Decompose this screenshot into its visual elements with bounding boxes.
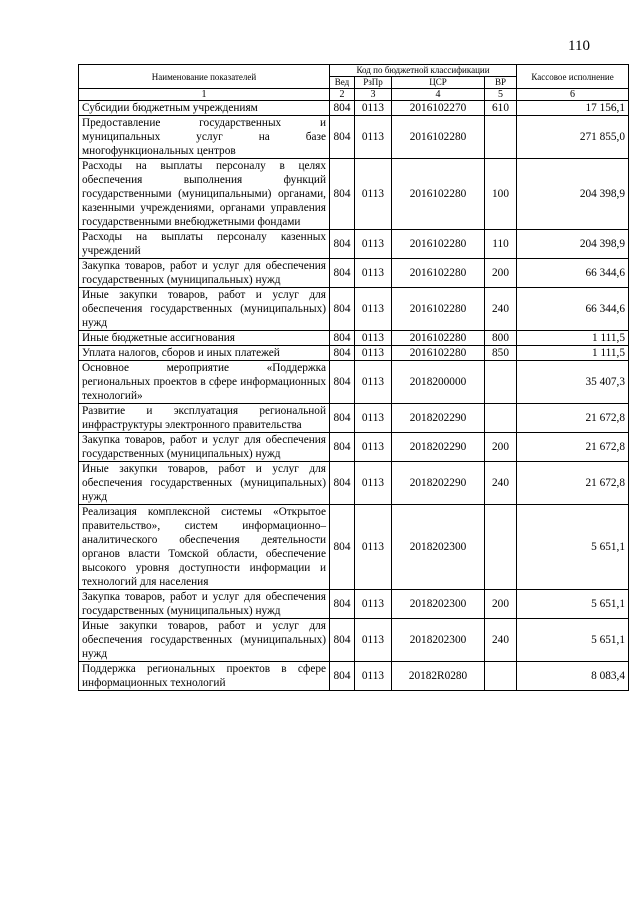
row-ved: 804 [330,433,355,462]
col-number: 2 [330,89,355,101]
row-csr: 2016102280 [392,259,485,288]
row-vr [485,505,517,590]
col-number: 1 [79,89,330,101]
table-row [79,619,629,662]
col-number: 3 [355,89,392,101]
header-rzpr: РзПр [355,77,392,89]
row-rzpr: 0113 [355,159,392,230]
row-amount: 21 672,8 [517,462,629,505]
row-name: Иные бюджетные ассигнования [79,331,330,346]
row-name: Закупка товаров, работ и услуг для обеспечения государственных (муниципальных) нужд [79,259,330,288]
row-amount: 271 855,0 [517,116,629,159]
row-csr: 2016102280 [392,288,485,331]
row-ved: 804 [330,619,355,662]
row-csr: 2018202300 [392,505,485,590]
row-csr: 2016102280 [392,116,485,159]
table-row [79,662,629,691]
row-ved: 804 [330,404,355,433]
row-amount: 21 672,8 [517,404,629,433]
row-ved: 804 [330,346,355,361]
header-csr: ЦСР [392,77,485,89]
row-rzpr: 0113 [355,346,392,361]
header-ved: Вед [330,77,355,89]
row-csr: 2016102280 [392,331,485,346]
table-row [79,462,629,505]
row-rzpr: 0113 [355,101,392,116]
row-rzpr: 0113 [355,230,392,259]
row-csr: 2018202290 [392,404,485,433]
row-amount: 5 651,1 [517,505,629,590]
row-ved: 804 [330,462,355,505]
row-ved: 804 [330,505,355,590]
row-vr: 240 [485,619,517,662]
row-ved: 804 [330,590,355,619]
col-number: 5 [485,89,517,101]
row-vr: 240 [485,462,517,505]
table-row [79,288,629,331]
row-name: Закупка товаров, работ и услуг для обеспечения государственных (муниципальных) нужд [79,433,330,462]
row-amount: 17 156,1 [517,101,629,116]
row-csr: 2018200000 [392,361,485,404]
row-csr: 2018202300 [392,619,485,662]
table-row [79,230,629,259]
row-amount: 1 111,5 [517,331,629,346]
row-rzpr: 0113 [355,590,392,619]
table-row [79,433,629,462]
row-vr: 240 [485,288,517,331]
row-vr: 200 [485,433,517,462]
row-amount: 5 651,1 [517,590,629,619]
row-name: Субсидии бюджетным учреждениям [79,101,330,116]
header-cash: Кассовое исполнение [517,65,629,89]
row-ved: 804 [330,116,355,159]
row-vr [485,361,517,404]
row-csr: 2018202290 [392,462,485,505]
budget-table [78,64,629,691]
row-amount: 66 344,6 [517,288,629,331]
row-vr: 100 [485,159,517,230]
table-row [79,361,629,404]
row-vr: 610 [485,101,517,116]
row-ved: 804 [330,101,355,116]
row-name: Иные закупки товаров, работ и услуг для обеспечения государственных (муниципальных) нужд [79,619,330,662]
table-row [79,101,629,116]
row-name: Развитие и эксплуатация региональной инфраструктуры электронного правительства [79,404,330,433]
row-csr: 20182R0280 [392,662,485,691]
table-row [79,404,629,433]
row-rzpr: 0113 [355,619,392,662]
row-name: Реализация комплексной системы «Открытое правительство», систем информационно–аналитического обеспечения деятельности органов власти Томской области, обеспечение высокого уровня доступности информации и технологий для населения [79,505,330,590]
row-rzpr: 0113 [355,116,392,159]
page-number: 110 [568,38,590,54]
table-row [79,159,629,230]
header-vr: ВР [485,77,517,89]
row-vr: 850 [485,346,517,361]
table-row [79,346,629,361]
row-vr [485,116,517,159]
col-number: 4 [392,89,485,101]
header-code-group: Код по бюджетной классификации [330,65,517,77]
row-name: Иные закупки товаров, работ и услуг для обеспечения государственных (муниципальных) нужд [79,288,330,331]
table-row [79,259,629,288]
row-vr: 110 [485,230,517,259]
row-amount: 204 398,9 [517,230,629,259]
table-row [79,590,629,619]
row-name: Расходы на выплаты персоналу казенных учреждений [79,230,330,259]
row-vr: 200 [485,259,517,288]
row-rzpr: 0113 [355,662,392,691]
row-ved: 804 [330,259,355,288]
row-vr: 200 [485,590,517,619]
row-rzpr: 0113 [355,288,392,331]
row-amount: 1 111,5 [517,346,629,361]
row-rzpr: 0113 [355,361,392,404]
row-name: Закупка товаров, работ и услуг для обеспечения государственных (муниципальных) нужд [79,590,330,619]
row-vr [485,404,517,433]
row-name: Предоставление государственных и муниципальных услуг на базе многофункциональных центров [79,116,330,159]
row-name: Уплата налогов, сборов и иных платежей [79,346,330,361]
row-amount: 204 398,9 [517,159,629,230]
row-name: Расходы на выплаты персоналу в целях обеспечения выполнения функций государственными (муниципальными) органами, казенными учреждениями, органами управления государственными внебюджетными фондами [79,159,330,230]
row-ved: 804 [330,331,355,346]
row-ved: 804 [330,662,355,691]
row-amount: 21 672,8 [517,433,629,462]
row-ved: 804 [330,361,355,404]
row-csr: 2018202290 [392,433,485,462]
row-rzpr: 0113 [355,433,392,462]
row-ved: 804 [330,159,355,230]
row-ved: 804 [330,230,355,259]
row-amount: 66 344,6 [517,259,629,288]
table-row [79,505,629,590]
row-csr: 2018202300 [392,590,485,619]
row-rzpr: 0113 [355,505,392,590]
row-rzpr: 0113 [355,259,392,288]
table-row [79,331,629,346]
row-amount: 5 651,1 [517,619,629,662]
row-csr: 2016102280 [392,159,485,230]
row-name: Иные закупки товаров, работ и услуг для обеспечения государственных (муниципальных) нужд [79,462,330,505]
row-amount: 35 407,3 [517,361,629,404]
row-vr [485,662,517,691]
header-name: Наименование показателей [79,65,330,89]
row-csr: 2016102270 [392,101,485,116]
row-vr: 800 [485,331,517,346]
row-name: Поддержка региональных проектов в сфере информационных технологий [79,662,330,691]
row-amount: 8 083,4 [517,662,629,691]
row-rzpr: 0113 [355,404,392,433]
col-number: 6 [517,89,629,101]
row-name: Основное мероприятие «Поддержка региональных проектов в сфере информационных технологий» [79,361,330,404]
row-rzpr: 0113 [355,331,392,346]
row-ved: 804 [330,288,355,331]
row-rzpr: 0113 [355,462,392,505]
row-csr: 2016102280 [392,230,485,259]
table-row [79,116,629,159]
row-csr: 2016102280 [392,346,485,361]
